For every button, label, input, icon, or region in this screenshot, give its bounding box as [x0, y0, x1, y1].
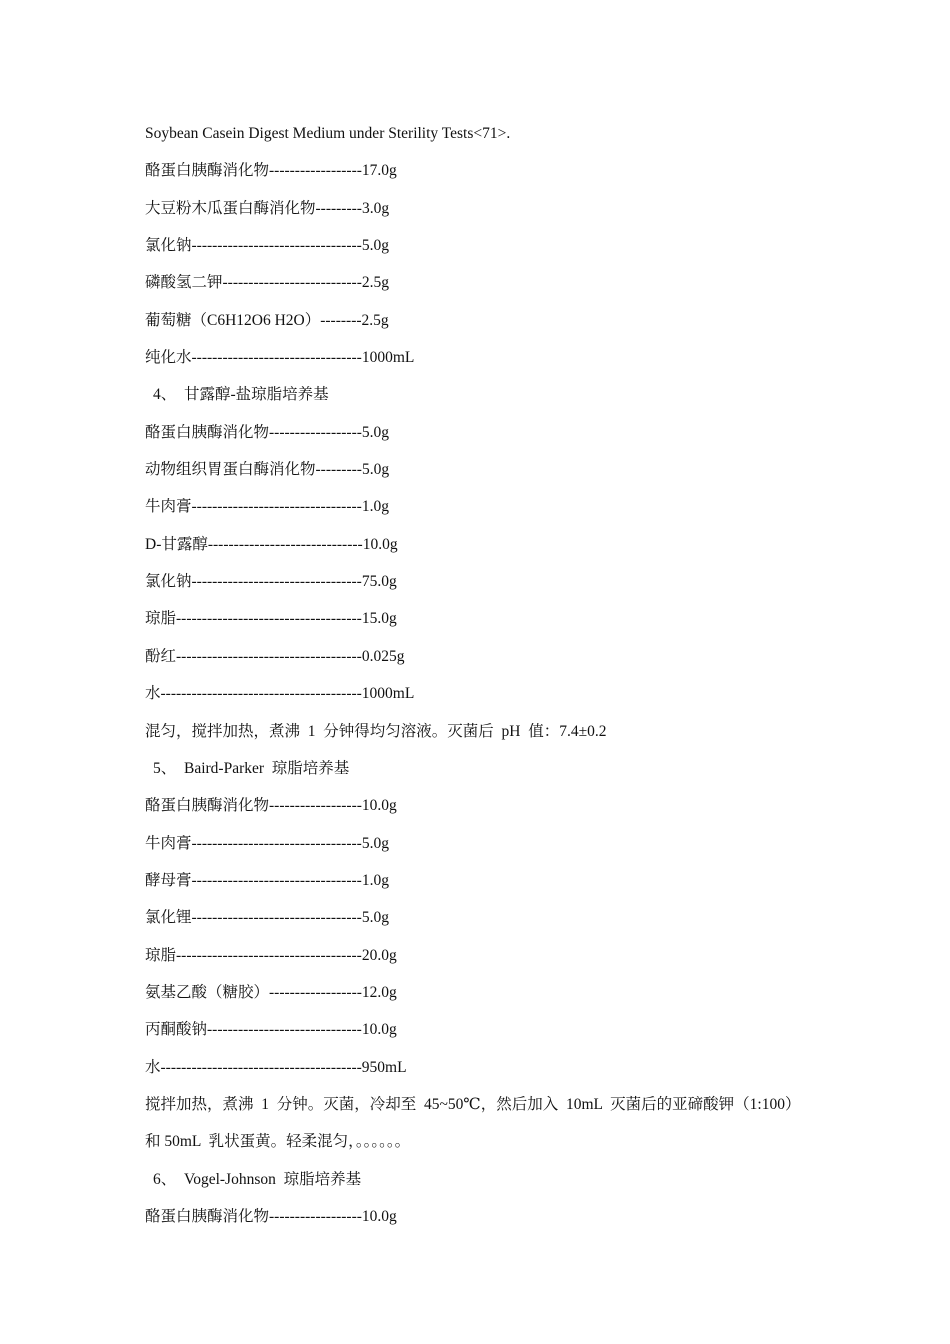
text-line: 纯化水---------------------------------1000mL [145, 349, 415, 367]
section-heading: 5、 Baird-Parker 琼脂培养基 [153, 759, 350, 777]
text-line: 搅拌加热，煮沸 1 分钟。灭菌，冷却至 45~50℃，然后加入 10mL 灭菌后的亚碲酸钾（1:100） [145, 1095, 801, 1113]
text-line: 酪蛋白胰酶消化物------------------17.0g [145, 162, 397, 180]
section-heading: 6、 Vogel-Johnson 琼脂培养基 [153, 1170, 362, 1188]
text-line: 牛肉膏---------------------------------5.0g [145, 834, 389, 852]
section-heading: 4、 甘露醇-盐琼脂培养基 [153, 386, 329, 404]
text-line: 动物组织胃蛋白酶消化物---------5.0g [145, 461, 390, 479]
text-line: 酪蛋白胰酶消化物------------------10.0g [145, 797, 397, 815]
text-line: 混匀，搅拌加热，煮沸 1 分钟得均匀溶液。灭菌后 pH 值：7.4±0.2 [145, 722, 607, 740]
text-line: 牛肉膏---------------------------------1.0g [145, 498, 389, 516]
text-line: Soybean Casein Digest Medium under Sterility Tests<71>. [145, 125, 511, 142]
text-line: 氨基乙酸（糖胶）------------------12.0g [145, 983, 397, 1001]
text-line: 大豆粉木瓜蛋白酶消化物---------3.0g [145, 199, 390, 217]
text-line: 酪蛋白胰酶消化物------------------5.0g [145, 423, 390, 441]
text-line: 琼脂------------------------------------15.0g [145, 610, 397, 628]
text-line: 氯化钠---------------------------------5.0g [145, 237, 389, 255]
text-line: 氯化钠---------------------------------75.0g [145, 573, 397, 591]
text-line: 酚红------------------------------------0.025g [145, 647, 405, 665]
text-line: 水---------------------------------------1000mL [145, 685, 415, 703]
text-line: 磷酸氢二钾---------------------------2.5g [145, 274, 389, 292]
text-line: 水---------------------------------------950mL [145, 1058, 407, 1076]
text-line: D-甘露醇------------------------------10.0g [145, 535, 398, 553]
text-line: 氯化锂---------------------------------5.0g [145, 909, 389, 927]
text-line: 葡萄糖（C6H12O6 H2O）--------2.5g [145, 311, 389, 329]
text-line: 琼脂------------------------------------20.0g [145, 946, 397, 964]
text-line: 和 50mL 乳状蛋黄。轻柔混匀，。。。。。。 [145, 1133, 411, 1151]
text-line: 丙酮酸钠------------------------------10.0g [145, 1021, 397, 1039]
text-line: 酵母膏---------------------------------1.0g [145, 871, 389, 889]
text-line: 酪蛋白胰酶消化物------------------10.0g [145, 1207, 397, 1225]
document-body [145, 123, 845, 1243]
